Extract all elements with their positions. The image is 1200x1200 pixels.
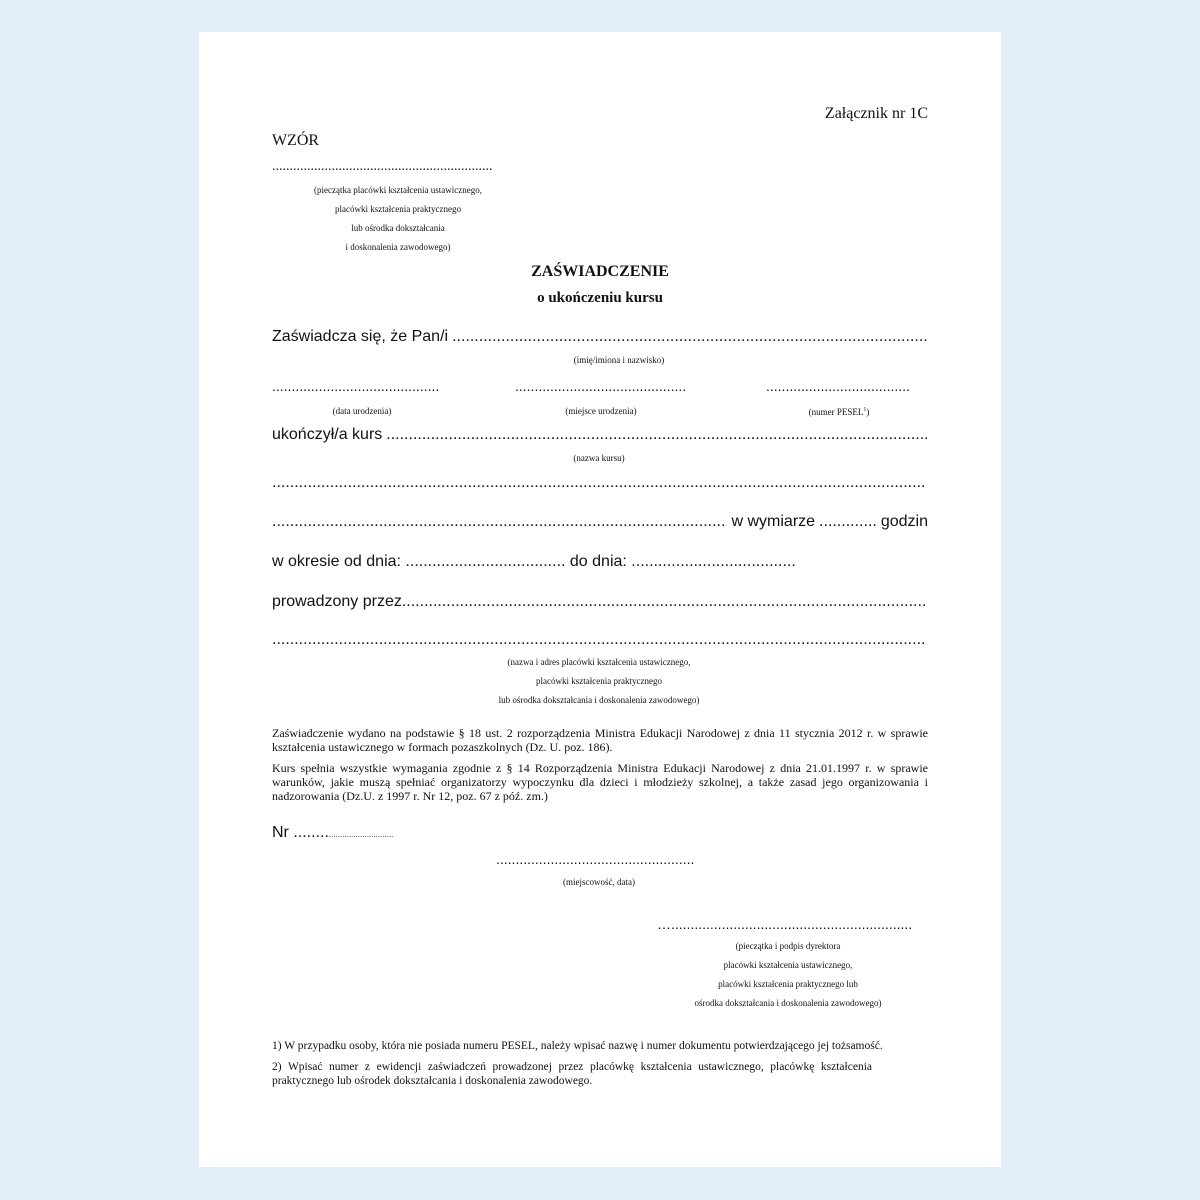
signature-caption-3: placówki kształcenia praktycznego lub xyxy=(718,979,858,989)
number-label: Nr xyxy=(272,824,289,841)
institution-caption-3: lub ośrodka dokształcania i doskonalenia zawodowego) xyxy=(498,695,700,705)
period-field-line xyxy=(272,554,796,570)
signature-caption-4: ośrodka dokształcania i doskonalenia zawodowego) xyxy=(694,998,882,1008)
annex-label: Załącznik nr 1C xyxy=(824,105,928,122)
name-field-line xyxy=(272,329,927,345)
requirements-paragraph: Kurs spełnia wszystkie wymagania zgodnie z § 14 Rozporządzenia Ministra Edukacji Narodowej z dnia 21.01.1997 r. w sprawie warunków, jakie muszą spełniać organizatorzy wypoczynku dla dzieci i młodzieży szkolnej, a także zasad jego organizowania i nadzorowania (Dz.U. z 1997 r. Nr 12, poz. 67 z póź. zm.) xyxy=(272,761,928,803)
number-line xyxy=(272,825,393,841)
document-subtitle: o ukończeniu kursu xyxy=(537,290,663,306)
institution-caption-1: (nazwa i adres placówki kształcenia ustawicznego, xyxy=(507,657,691,667)
hours-dots[interactable]: ............. xyxy=(819,513,877,530)
document-title: ZAŚWIADCZENIE xyxy=(531,263,669,280)
hours-label: godzin xyxy=(880,513,928,530)
certify-prefix: Zaświadcza się, że Pan/i xyxy=(272,328,449,345)
institution-continuation-line xyxy=(272,632,927,648)
pesel-dots[interactable]: ..................................... xyxy=(766,379,910,393)
birth-place-dots[interactable]: ............................................ xyxy=(515,379,687,393)
stamp-dots: ............................................................... xyxy=(272,160,493,174)
course-continuation-dots[interactable] xyxy=(272,475,927,491)
signature-dots[interactable]: ….............................................................. xyxy=(657,917,913,931)
scope-label: w wymiarze xyxy=(731,513,816,530)
course-field-line xyxy=(272,427,927,443)
birth-date-dots[interactable]: ........................................... xyxy=(272,379,440,393)
stamp-caption-1: (pieczątka placówki kształcenia ustawicznego, xyxy=(314,185,482,195)
course-extra-dots[interactable] xyxy=(272,514,727,530)
stamp-caption-2: placówki kształcenia praktycznego xyxy=(335,204,461,214)
stamp-caption-3: lub ośrodka dokształcania xyxy=(351,223,445,233)
course-continuation-line xyxy=(272,475,927,491)
number-dots[interactable]: ........ xyxy=(293,824,329,841)
footnote-1: 1) W przypadku osoby, która nie posiada numeru PESEL, należy wpisać nazwę i numer dokumentu potwierdzającego jej tożsamość. xyxy=(272,1040,883,1052)
to-date-dots[interactable]: ..................................... xyxy=(631,553,796,570)
course-prefix: ukończył/a kurs xyxy=(272,426,383,443)
institution-dots[interactable] xyxy=(402,594,927,610)
course-caption: (nazwa kursu) xyxy=(573,453,625,463)
signature-caption-2: placówki kształcenia ustawicznego, xyxy=(723,960,853,970)
institution-continuation-dots[interactable] xyxy=(272,632,927,648)
from-date-dots[interactable]: .................................... xyxy=(405,553,566,570)
institution-caption-2: placówki kształcenia praktycznego xyxy=(536,676,662,686)
place-date-dots[interactable]: ................................................... xyxy=(496,852,695,866)
name-caption: (imię/imiona i nazwisko) xyxy=(573,355,665,365)
period-from-label: w okresie od dnia: xyxy=(272,553,401,570)
conducted-by-line xyxy=(272,594,927,610)
stamp-caption-4: i doskonalenia zawodowego) xyxy=(345,242,451,252)
place-date-caption: (miejscowość, data) xyxy=(563,877,635,887)
course-input-dots[interactable] xyxy=(386,427,927,443)
document-page xyxy=(199,32,1001,1167)
pesel-caption: (numer PESEL$^1$) xyxy=(808,407,870,417)
conducted-by-label: prowadzony przez xyxy=(272,593,402,610)
footnote-2: 2) Wpisać numer z ewidencji zaświadczeń prowadzonej przez placówkę kształcenia ustawicznego, placówkę kształcenia praktycznego lub ośrodek dokształcania i doskonalenia zawodowego. xyxy=(272,1061,872,1087)
footnote-ref-1: 1 xyxy=(863,407,867,413)
birth-place-caption: (miejsce urodzenia) xyxy=(565,406,637,416)
signature-caption-1: (pieczątka i podpis dyrektora xyxy=(735,941,841,951)
number-dots-small[interactable]: ............................. xyxy=(328,830,394,839)
name-input-dots[interactable] xyxy=(452,329,927,345)
period-to-label: do dnia: xyxy=(569,553,627,570)
legal-basis-paragraph: Zaświadczenie wydano na podstawie § 18 ust. 2 rozporządzenia Ministra Edukacji Narodowej z dnia 11 stycznia 2012 r. w sprawie kształcenia ustawicznego w formach pozaszkolnych (Dz. U. poz. 186). xyxy=(272,726,928,754)
birth-date-caption: (data urodzenia) xyxy=(332,406,392,416)
hours-field-line xyxy=(272,514,928,530)
template-label: WZÓR xyxy=(272,132,320,149)
